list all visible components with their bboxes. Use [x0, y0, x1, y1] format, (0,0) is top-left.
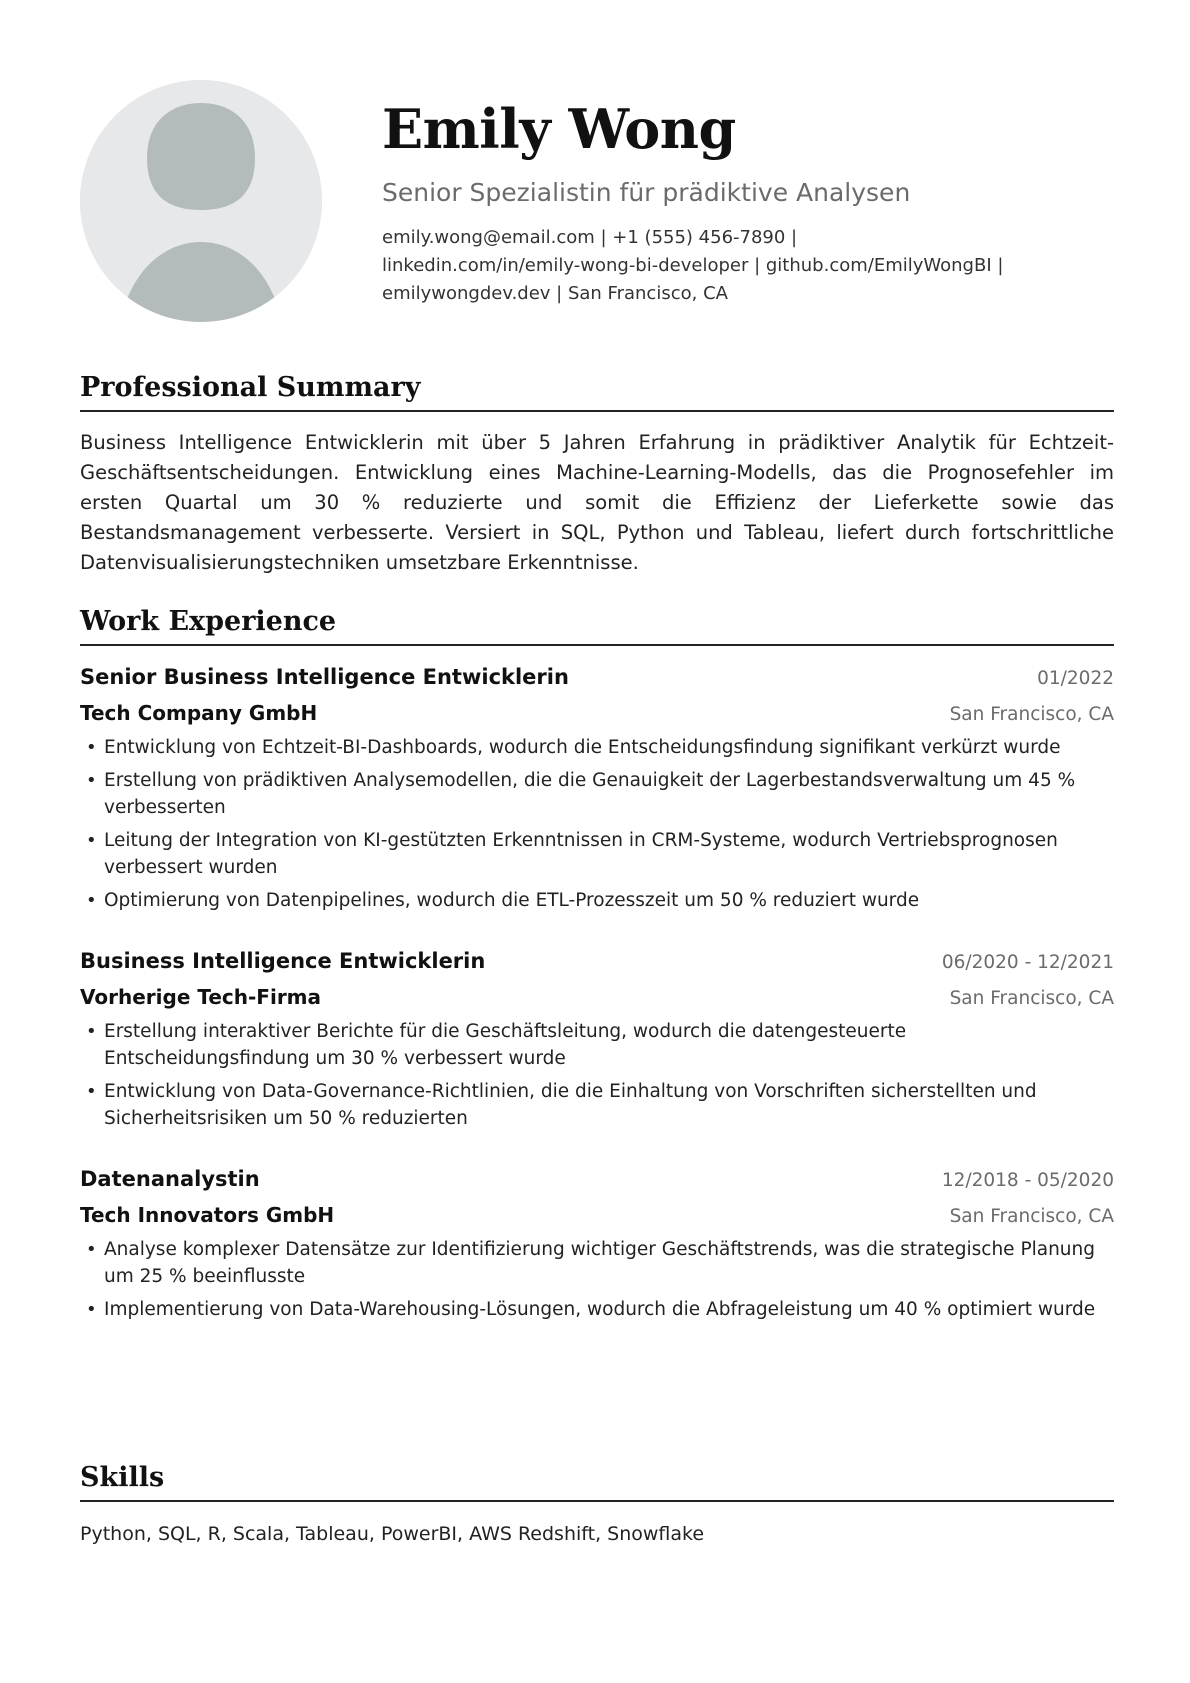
summary-section — [80, 372, 1114, 578]
bullet-text: Leitung der Integration von KI-gestützten Erkenntnissen in CRM-Systeme, wodurch Vertriebsprognosen verbessert wurden — [104, 830, 1058, 879]
section-heading: Work Experience — [80, 606, 1114, 646]
bullet-item — [80, 767, 1114, 821]
bullet-dot-icon: • — [86, 770, 97, 792]
bullet-dot-icon: • — [86, 1239, 97, 1261]
bullet-text: Analyse komplexer Datensätze zur Identifizierung wichtiger Geschäftstrends, was die strategische Planung um 25 % beeinflusste — [104, 1239, 1095, 1288]
bullet-dot-icon: • — [86, 1081, 97, 1103]
job-title: Datenanalystin — [80, 1167, 260, 1192]
contact-line: linkedin.com/in/emily-wong-bi-developer | github.com/EmilyWongBI | — [382, 255, 1004, 276]
bullet-text: Entwicklung von Data-Governance-Richtlinien, die die Einhaltung von Vorschriften sicherstellten und Sicherheitsrisiken um 50 % reduzierten — [104, 1081, 1037, 1130]
bullet-dot-icon: • — [86, 737, 97, 759]
job-date: 01/2022 — [1037, 668, 1114, 690]
contact-line: emily.wong@email.com | +1 (555) 456-7890 | — [382, 227, 798, 248]
job-date: 12/2018 - 05/2020 — [941, 1170, 1114, 1192]
section-heading: Skills — [80, 1462, 1114, 1502]
header-text — [382, 80, 1110, 308]
skills-section — [80, 1462, 1114, 1548]
job-company: Tech Innovators GmbH — [80, 1203, 335, 1228]
bullet-text: Erstellung von prädiktiven Analysemodellen, die die Genauigkeit der Lagerbestandsverwaltung um 45 % verbesserten — [104, 770, 1076, 819]
bullet-item — [80, 1236, 1114, 1290]
avatar — [80, 80, 322, 322]
job-location: San Francisco, CA — [949, 988, 1114, 1010]
job-bullets — [80, 734, 1114, 914]
summary-text: Business Intelligence Entwicklerin mit über 5 Jahren Erfahrung in prädiktiver Analytik für Echtzeit-Geschäftsentscheidungen. Entwicklung eines Machine-Learning-Modells, das die Prognosefehler im ersten Quartal um 30 % reduzierte und somit die Effizienz der Lieferkette sowie das Bestandsmanagement verbesserte. Versiert in SQL, Python und Tableau, liefert durch fortschrittliche Datenvisualisierungstechniken umsetzbare Erkenntnisse. — [80, 431, 1114, 575]
bullet-text: Erstellung interaktiver Berichte für die Geschäftsleitung, wodurch die datengesteuerte Entscheidungsfindung um 30 % verbessert wurde — [104, 1021, 907, 1070]
job-entry — [80, 660, 1114, 914]
candidate-name: Emily Wong — [382, 97, 736, 161]
job-location: San Francisco, CA — [949, 704, 1114, 726]
contact-line: emilywongdev.dev | San Francisco, CA — [382, 283, 728, 304]
job-entry — [80, 944, 1114, 1132]
job-location: San Francisco, CA — [949, 1206, 1114, 1228]
bullet-dot-icon: • — [86, 1021, 97, 1043]
contact-info — [382, 224, 1110, 308]
bullet-item — [80, 1296, 1114, 1323]
bullet-item — [80, 827, 1114, 881]
job-header-row — [80, 944, 1114, 980]
job-subheader-row — [80, 696, 1114, 732]
bullet-dot-icon: • — [86, 890, 97, 912]
bullet-item — [80, 887, 1114, 914]
job-subheader-row — [80, 980, 1114, 1016]
job-header-row — [80, 1162, 1114, 1198]
job-title: Senior Business Intelligence Entwicklerin — [80, 665, 569, 690]
bullet-text: Optimierung von Datenpipelines, wodurch die ETL-Prozesszeit um 50 % reduziert wurde — [104, 890, 920, 912]
bullet-dot-icon: • — [86, 1299, 97, 1321]
job-subheader-row — [80, 1198, 1114, 1234]
job-bullets — [80, 1018, 1114, 1132]
bullet-dot-icon: • — [86, 830, 97, 852]
job-company: Tech Company GmbH — [80, 701, 318, 726]
job-date: 06/2020 - 12/2021 — [941, 952, 1114, 974]
bullet-item — [80, 734, 1114, 761]
job-company: Vorherige Tech-Firma — [80, 985, 322, 1010]
job-entry — [80, 1162, 1114, 1323]
bullet-item — [80, 1078, 1114, 1132]
experience-section — [80, 606, 1114, 1329]
skills-list: Python, SQL, R, Scala, Tableau, PowerBI, AWS Redshift, Snowflake — [80, 1523, 705, 1546]
candidate-title: Senior Spezialistin für prädiktive Analysen — [382, 178, 911, 207]
section-heading: Professional Summary — [80, 372, 1114, 412]
bullet-item — [80, 1018, 1114, 1072]
person-silhouette-icon — [80, 80, 322, 322]
job-title: Business Intelligence Entwicklerin — [80, 949, 486, 974]
bullet-text: Entwicklung von Echtzeit-BI-Dashboards, wodurch die Entscheidungsfindung signifikant verkürzt wurde — [104, 737, 1061, 759]
job-bullets — [80, 1236, 1114, 1323]
job-header-row — [80, 660, 1114, 696]
bullet-text: Implementierung von Data-Warehousing-Lösungen, wodurch die Abfrageleistung um 40 % optimiert wurde — [104, 1299, 1096, 1321]
resume-header — [80, 80, 1110, 325]
